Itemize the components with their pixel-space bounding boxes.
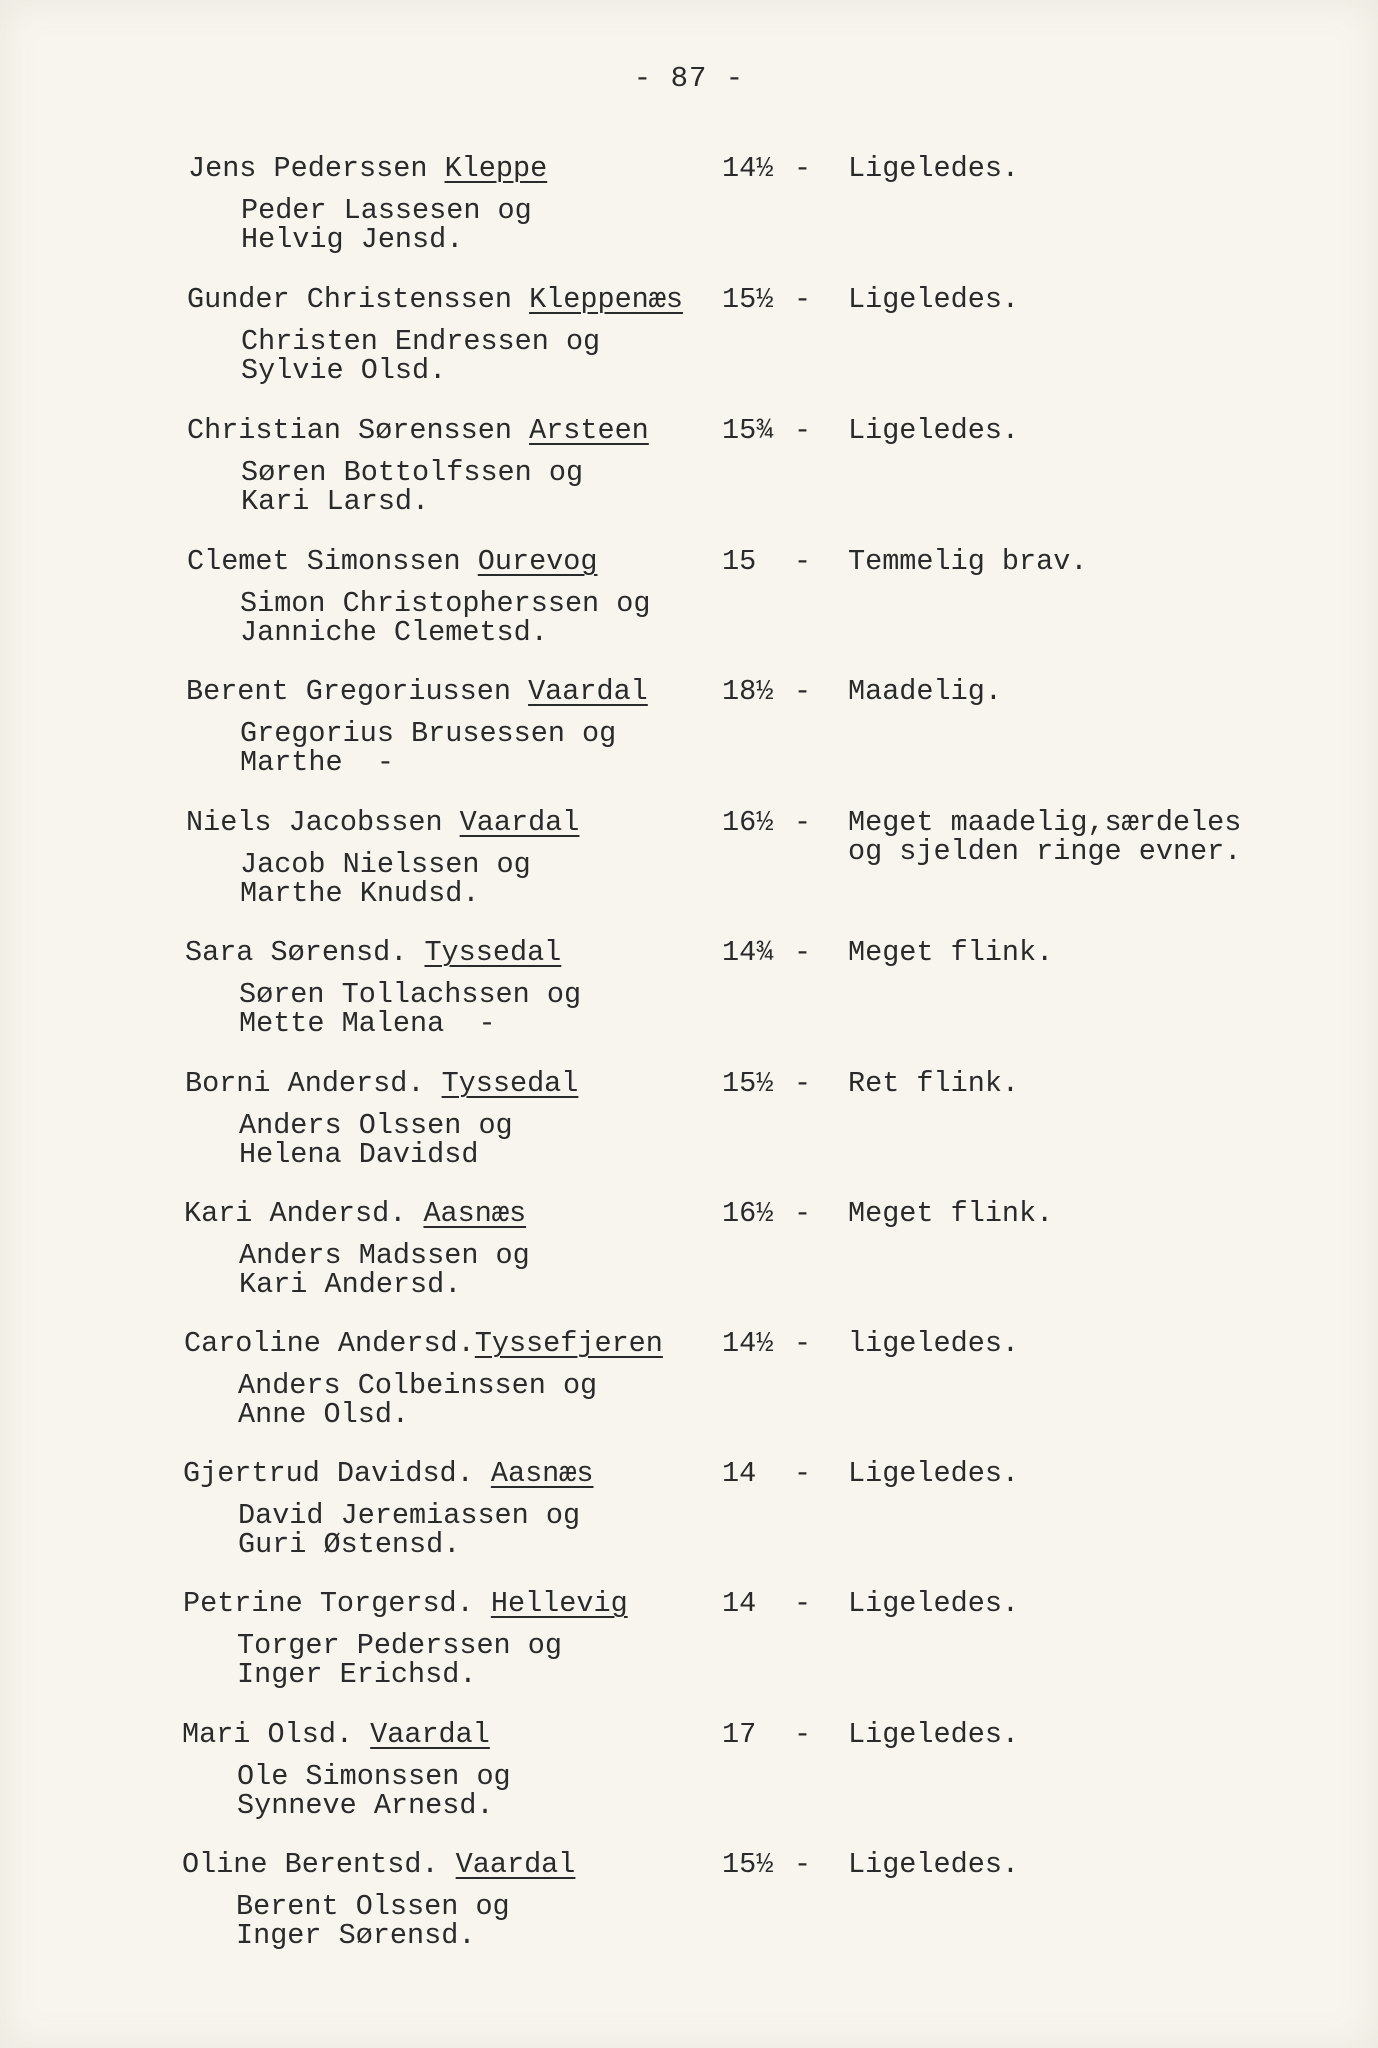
remark: Ligeledes.: [848, 152, 1020, 185]
parents: Søren Bottolfssen og Kari Larsd.: [241, 456, 584, 518]
person-name: [183, 1587, 628, 1621]
remark: Ligeledes.: [848, 1457, 1020, 1490]
dash: -: [794, 1457, 812, 1490]
person-name: [187, 545, 598, 579]
age: 18½: [722, 675, 774, 708]
farm-name: Arsteen: [529, 414, 649, 447]
given-name: Borni Andersd.: [185, 1067, 425, 1100]
age: 14: [722, 1587, 757, 1620]
dash: -: [794, 1587, 812, 1620]
person-name: [185, 1067, 578, 1101]
remark: Maadelig.: [848, 675, 1002, 708]
given-name: Clemet Simonssen: [187, 545, 461, 578]
list-item: [0, 414, 1378, 534]
age: 15½: [722, 283, 774, 316]
dash: -: [794, 1718, 812, 1751]
remark: Meget maadelig,særdeles og sjelden ringe evner.: [848, 806, 1242, 868]
farm-name: Tyssedal: [424, 936, 562, 969]
age: 15: [722, 545, 757, 578]
given-name: Christian Sørenssen: [187, 414, 512, 447]
dash: -: [794, 1197, 812, 1230]
age: 15½: [722, 1848, 774, 1881]
person-name: [182, 1848, 575, 1882]
parents: Torger Pederssen og Inger Erichsd.: [237, 1629, 562, 1691]
farm-name: Vaardal: [528, 675, 648, 708]
age: 16½: [722, 806, 774, 839]
page-number: - 87 -: [633, 62, 745, 95]
given-name: Kari Andersd.: [184, 1197, 407, 1230]
dash: -: [794, 414, 812, 447]
age: 14½: [722, 152, 774, 185]
person-name: [184, 1327, 663, 1361]
list-item: [0, 1197, 1378, 1317]
person-name: [184, 1197, 526, 1231]
given-name: Niels Jacobssen: [186, 806, 443, 839]
age: 14¾: [722, 936, 774, 969]
person-name: [188, 152, 547, 186]
parents: Peder Lassesen og Helvig Jensd.: [241, 194, 532, 256]
parents: Anders Olssen og Helena Davidsd: [239, 1109, 513, 1171]
parents: Søren Tollachssen og Mette Malena -: [239, 978, 582, 1040]
remark: Meget flink.: [848, 936, 1054, 969]
list-item: [0, 1848, 1378, 1968]
list-item: [0, 1457, 1378, 1577]
person-name: [182, 1718, 490, 1752]
dash: -: [794, 283, 812, 316]
list-item: [0, 1718, 1378, 1838]
parents: Jacob Nielssen og Marthe Knudsd.: [240, 848, 531, 910]
given-name: Mari Olsd.: [182, 1718, 354, 1751]
remark: ligeledes.: [848, 1327, 1020, 1360]
given-name: Sara Sørensd.: [185, 936, 408, 969]
dash: -: [794, 1327, 812, 1360]
person-name: [185, 936, 561, 970]
farm-name: Tyssedal: [441, 1067, 579, 1100]
dash: -: [794, 152, 812, 185]
person-name: [186, 806, 579, 840]
parents: Simon Christopherssen og Janniche Clemetsd.: [240, 587, 651, 649]
remark: Ligeledes.: [848, 1848, 1020, 1881]
list-item: [0, 806, 1378, 926]
dash: -: [794, 1848, 812, 1881]
farm-name: Kleppenæs: [529, 283, 683, 316]
list-item: [0, 675, 1378, 795]
remark: Temmelig brav.: [848, 545, 1088, 578]
farm-name: Ourevog: [477, 545, 598, 578]
parents: Christen Endressen og Sylvie Olsd.: [241, 325, 601, 387]
list-item: [0, 545, 1378, 665]
given-name: Gunder Christenssen: [187, 283, 512, 316]
dash: -: [794, 936, 812, 969]
dash: -: [794, 545, 812, 578]
age: 16½: [722, 1197, 774, 1230]
list-item: [0, 1067, 1378, 1187]
parents: David Jeremiassen og Guri Østensd.: [238, 1499, 581, 1561]
list-item: [0, 1327, 1378, 1447]
dash: -: [794, 675, 812, 708]
person-name: [186, 675, 648, 709]
parents: Anders Madssen og Kari Andersd.: [239, 1239, 530, 1301]
parents: Ole Simonssen og Synneve Arnesd.: [237, 1760, 511, 1822]
farm-name: Aasnæs: [423, 1197, 527, 1230]
given-name: Caroline Andersd.: [184, 1327, 475, 1360]
farm-name: Kleppe: [444, 152, 548, 185]
age: 15½: [722, 1067, 774, 1100]
given-name: Berent Gregoriussen: [186, 675, 511, 708]
remark: Ligeledes.: [848, 414, 1020, 447]
list-item: [0, 152, 1378, 272]
farm-name: Hellevig: [490, 1587, 628, 1620]
remark: Ligeledes.: [848, 1587, 1020, 1620]
farm-name: Vaardal: [370, 1718, 490, 1751]
list-item: [0, 283, 1378, 403]
remark: Ligeledes.: [848, 1718, 1020, 1751]
person-name: [187, 414, 649, 448]
parents: Berent Olssen og Inger Sørensd.: [236, 1890, 510, 1952]
dash: -: [794, 1067, 812, 1100]
parents: Gregorius Brusessen og Marthe -: [240, 717, 617, 779]
age: 14: [722, 1457, 757, 1490]
given-name: Oline Berentsd.: [182, 1848, 439, 1881]
given-name: Petrine Torgersd.: [183, 1587, 474, 1620]
given-name: Gjertrud Davidsd.: [183, 1457, 474, 1490]
remark: Meget flink.: [848, 1197, 1054, 1230]
given-name: Jens Pederssen: [188, 152, 428, 185]
remark: Ligeledes.: [848, 283, 1020, 316]
list-item: [0, 1587, 1378, 1707]
age: 17: [722, 1718, 757, 1751]
farm-name: Vaardal: [459, 806, 580, 839]
farm-name: Vaardal: [455, 1848, 576, 1881]
person-name: [187, 283, 683, 317]
farm-name: Tyssefjeren: [474, 1327, 663, 1360]
age: 14½: [722, 1327, 774, 1360]
list-item: [0, 936, 1378, 1056]
remark: Ret flink.: [848, 1067, 1020, 1100]
person-name: [183, 1457, 593, 1491]
farm-name: Aasnæs: [490, 1457, 594, 1490]
age: 15¾: [722, 414, 774, 447]
dash: -: [794, 806, 812, 839]
parents: Anders Colbeinssen og Anne Olsd.: [238, 1369, 598, 1431]
